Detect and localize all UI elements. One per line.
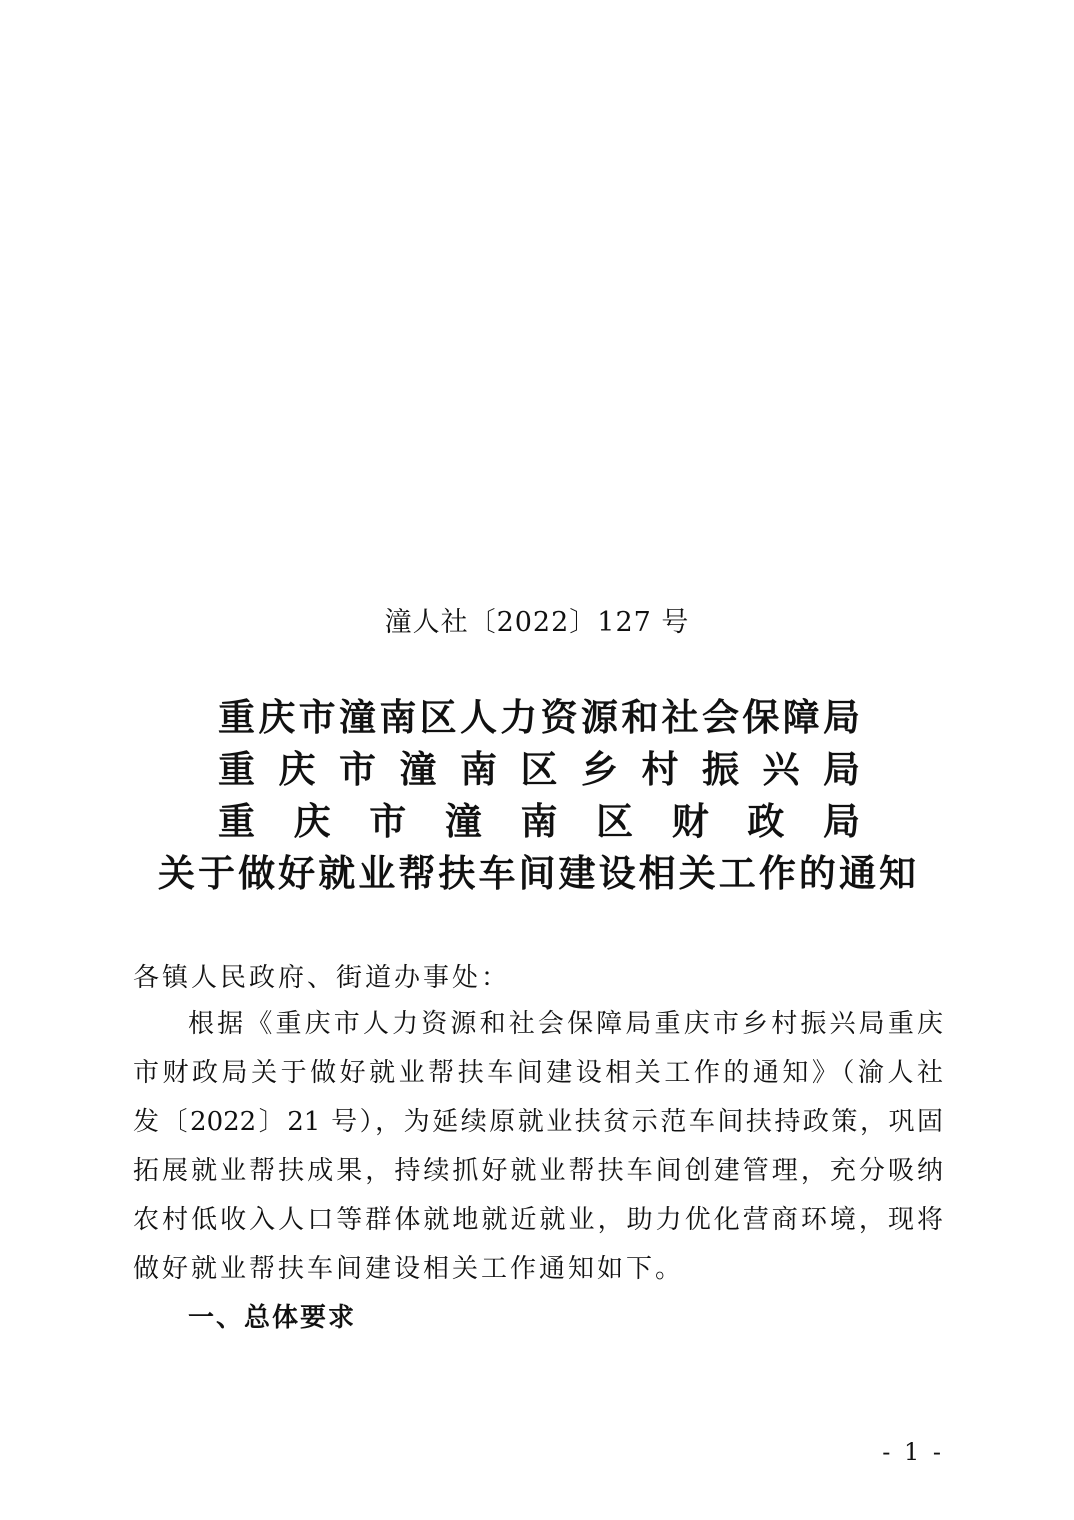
salutation: 各镇人民政府、街道办事处： xyxy=(133,963,511,993)
title-line-1: 重庆市潼南区人力资源和社会保障局 xyxy=(218,696,860,739)
section-heading: 一、总体要求 xyxy=(188,1303,357,1333)
paragraph-line-2: 市财政局关于做好就业帮扶车间建设相关工作的通知》（渝人社 xyxy=(133,1058,943,1088)
paragraph-line-6: 做好就业帮扶车间建设相关工作通知如下。 xyxy=(133,1254,685,1284)
paragraph-line-4: 拓展就业帮扶成果，持续抓好就业帮扶车间创建管理，充分吸纳 xyxy=(133,1156,943,1186)
page-number: - 1 - xyxy=(882,1438,944,1466)
document-title xyxy=(0,692,1074,900)
paragraph-line-1: 根据《重庆市人力资源和社会保障局重庆市乡村振兴局重庆 xyxy=(188,1009,943,1039)
paragraph-line-5: 农村低收入人口等群体就地就近就业，助力优化营商环境，现将 xyxy=(133,1205,943,1235)
title-line-3: 重庆市潼南区财政局 xyxy=(218,800,860,843)
paragraph-line-3: 发〔2022〕21 号），为延续原就业扶贫示范车间扶持政策，巩固 xyxy=(133,1107,943,1137)
title-line-2: 重庆市潼南区乡村振兴局 xyxy=(218,748,860,791)
title-line-4: 关于做好就业帮扶车间建设相关工作的通知 xyxy=(158,852,916,895)
document-number: 潼人社〔2022〕127 号 xyxy=(384,607,690,638)
